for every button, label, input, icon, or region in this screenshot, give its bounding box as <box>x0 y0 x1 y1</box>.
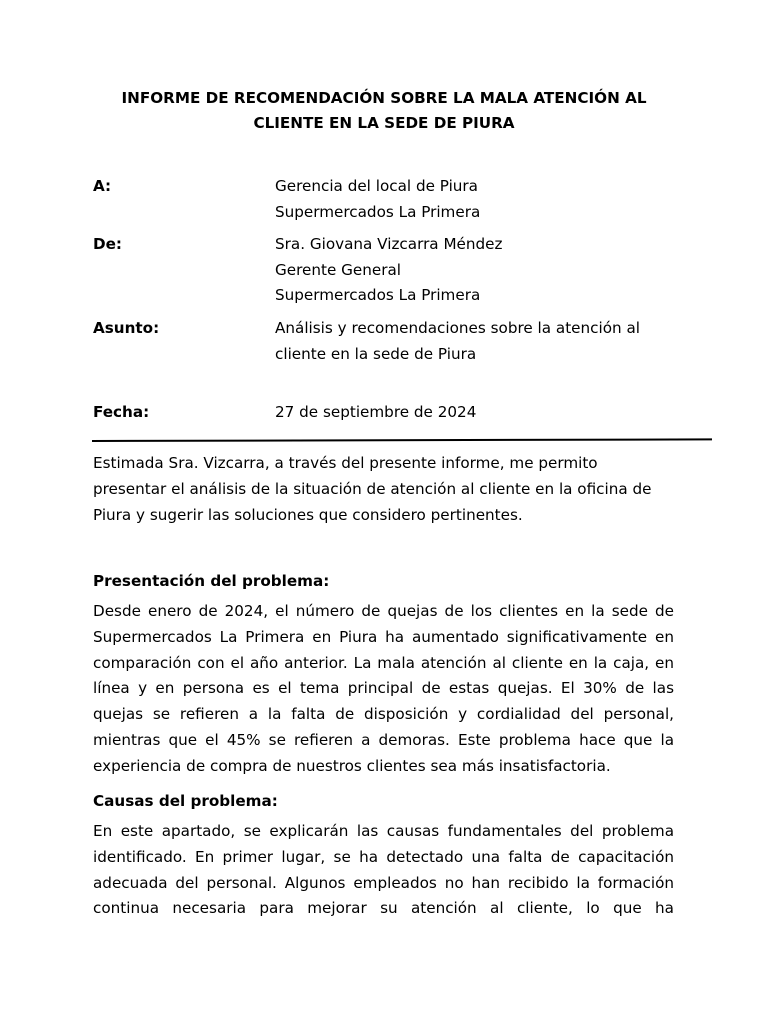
section-heading-causes: Causas del problema: <box>93 792 278 810</box>
memo-to-line-1: Gerencia del local de Piura <box>275 177 478 195</box>
document-title-line-1: INFORME DE RECOMENDACIÓN SOBRE LA MALA ATENCIÓN AL <box>121 89 647 107</box>
causes-line-3: adecuada del personal. Algunos empleados no han recibido la formación <box>93 873 674 892</box>
document-title-line-2: CLIENTE EN LA SEDE DE PIURA <box>253 114 515 132</box>
problem-line-3: comparación con el año anterior. La mala atención al cliente en la caja, en <box>93 653 674 672</box>
problem-line-4: línea y en persona es el tema principal de estas quejas. El 30% de las <box>93 679 674 698</box>
problem-line-5: quejas se refieren a la falta de disposición y cordialidad del personal, <box>93 705 674 724</box>
memo-from-line-1: Sra. Giovana Vizcarra Méndez <box>275 235 503 253</box>
section-heading-problem: Presentación del problema: <box>93 572 330 590</box>
intro-line-1: Estimada Sra. Vizcarra, a través del presente informe, me permito <box>93 454 598 472</box>
causes-line-2: identificado. En primer lugar, se ha detectado una falta de capacitación <box>93 847 674 866</box>
memo-date-value <box>275 400 695 426</box>
memo-to-line-2: Supermercados La Primera <box>275 202 481 221</box>
memo-to-label: A: <box>93 177 112 195</box>
problem-line-1: Desde enero de 2024, el número de quejas de los clientes en la sede de <box>93 602 674 620</box>
memo-subject-label: Asunto: <box>93 319 160 337</box>
problem-line-2: Supermercados La Primera en Piura ha aumentado significativamente en <box>93 627 674 646</box>
memo-subject-value <box>275 316 695 367</box>
memo-subject-row <box>93 316 693 368</box>
problem-line-7: experiencia de compra de nuestros clientes sea más insatisfactoria. <box>93 756 611 775</box>
intro-line-3: Piura y sugerir las soluciones que considero pertinentes. <box>93 505 523 524</box>
intro-paragraph <box>93 451 674 528</box>
memo-to-row <box>93 174 693 226</box>
memo-from-line-2: Gerente General <box>275 260 401 279</box>
memo-to-value <box>275 174 695 225</box>
header-divider <box>92 438 712 442</box>
intro-line-2: presentar el análisis de la situación de atención al cliente en la oficina de <box>93 479 652 498</box>
memo-from-row <box>93 232 693 310</box>
memo-from-value <box>275 232 695 309</box>
causes-paragraph <box>93 819 674 922</box>
problem-line-6: mientras que el 45% se refieren a demoras. Este problema hace que la <box>93 730 674 749</box>
problem-paragraph <box>93 599 674 780</box>
memo-date-row <box>93 400 693 426</box>
memo-from-label: De: <box>93 235 122 253</box>
memo-from-line-3: Supermercados La Primera <box>275 286 481 304</box>
memo-subject-line-2: cliente en la sede de Piura <box>275 344 477 363</box>
memo-date-line-1: 27 de septiembre de 2024 <box>275 403 477 421</box>
causes-line-4: continua necesaria para mejorar su atención al cliente, lo que ha <box>93 899 674 918</box>
memo-date-label: Fecha: <box>93 403 150 421</box>
memo-subject-line-1: Análisis y recomendaciones sobre la atención al <box>275 319 640 337</box>
document-title <box>93 86 675 136</box>
causes-line-1: En este apartado, se explicarán las causas fundamentales del problema <box>93 822 674 840</box>
